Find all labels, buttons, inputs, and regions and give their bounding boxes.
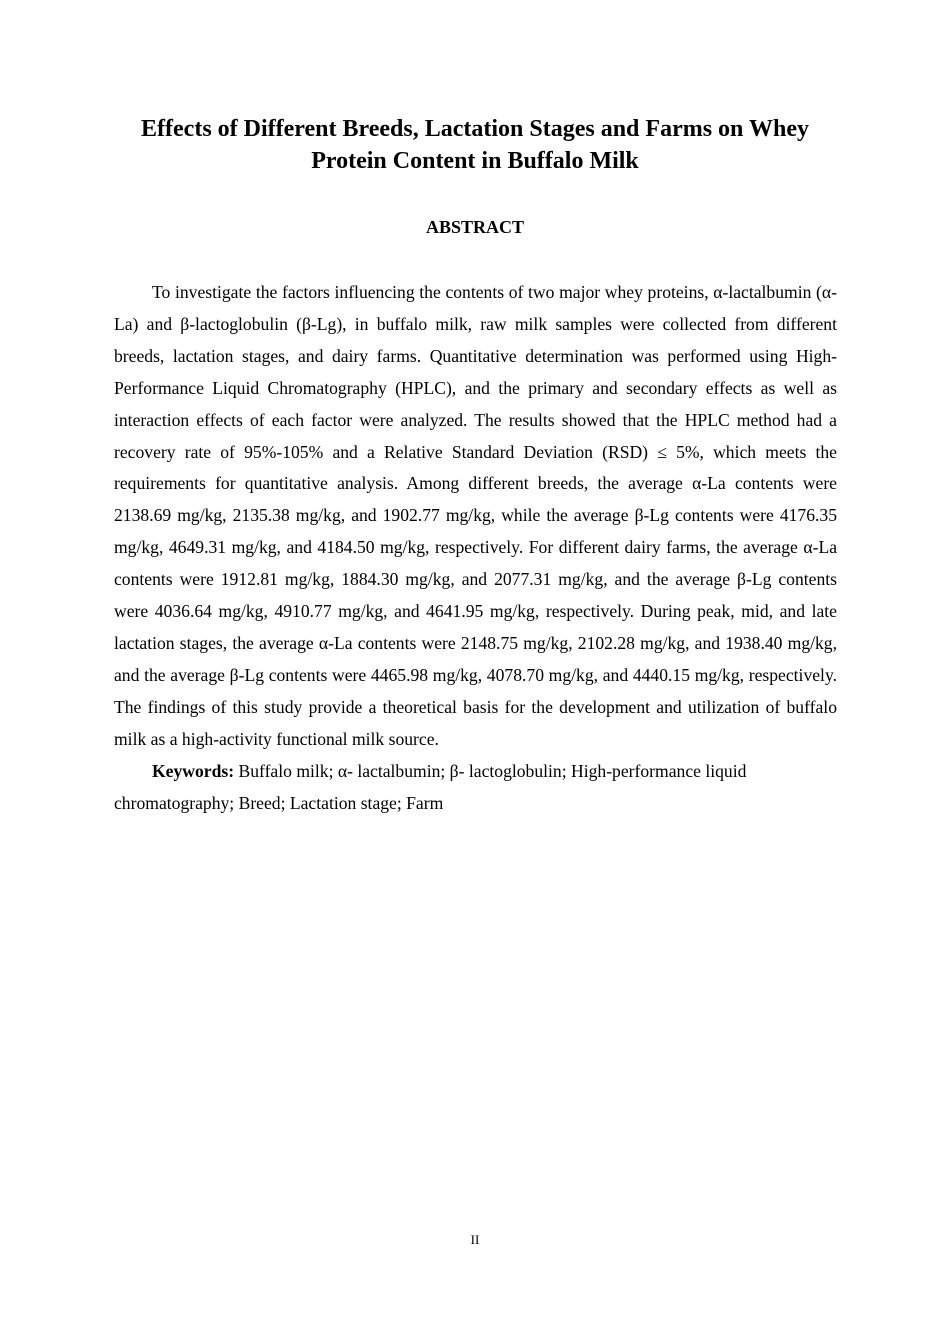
- keywords-text: Buffalo milk; α- lactalbumin; β- lactoglobulin; High-performance liquid chromatography; Breed; Lactation stage; Farm: [114, 760, 747, 813]
- abstract-body: [114, 277, 837, 819]
- title-line-2: Protein Content in Buffalo Milk: [311, 148, 639, 174]
- keywords-paragraph: [114, 756, 837, 820]
- document-title: [100, 113, 850, 177]
- title-line-1: Effects of Different Breeds, Lactation Stages and Farms on Whey: [141, 116, 809, 142]
- keywords-label: Keywords:: [152, 760, 235, 781]
- page-number: II: [470, 1232, 480, 1247]
- abstract-paragraph: To investigate the factors influencing the contents of two major whey proteins, α-lactalbumin (α-La) and β-lactoglobulin (β-Lg), in buffalo milk, raw milk samples were collected from different breeds, lactation stages, and dairy farms. Quantitative determination was performed using High-Performance Liquid Chromatography (HPLC), and the primary and secondary effects as well as interaction effects of each factor were analyzed. The results showed that the HPLC method had a recovery rate of 95%-105% and a Relative Standard Deviation (RSD) ≤ 5%, which meets the requirements for quantitative analysis. Among different breeds, the average α-La contents were 2138.69 mg/kg, 2135.38 mg/kg, and 1902.77 mg/kg, while the average β-Lg contents were 4176.35 mg/kg, 4649.31 mg/kg, and 4184.50 mg/kg, respectively. For different dairy farms, the average α-La contents were 1912.81 mg/kg, 1884.30 mg/kg, and 2077.31 mg/kg, and the average β-Lg contents were 4036.64 mg/kg, 4910.77 mg/kg, and 4641.95 mg/kg, respectively. During peak, mid, and late lactation stages, the average α-La contents were 2148.75 mg/kg, 2102.28 mg/kg, and 1938.40 mg/kg, and the average β-Lg contents were 4465.98 mg/kg, 4078.70 mg/kg, and 4440.15 mg/kg, respectively. The findings of this study provide a theoretical basis for the development and utilization of buffalo milk as a high-activity functional milk source.: [114, 282, 837, 749]
- abstract-heading: ABSTRACT: [425, 217, 525, 237]
